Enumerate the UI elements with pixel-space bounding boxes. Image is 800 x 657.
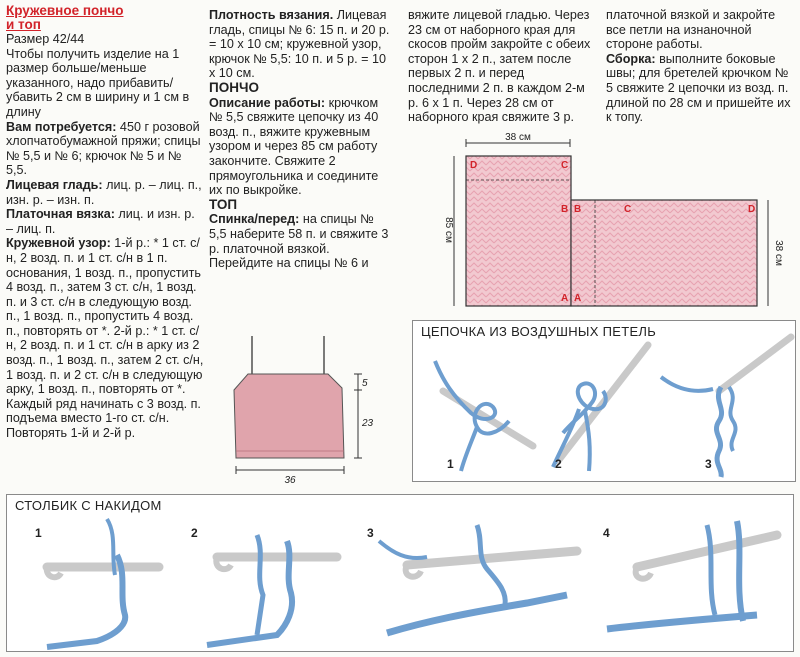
dc-step-4-number: 4 [603,526,610,540]
work-text: крючком № 5,5 свяжите цепочку из 40 возд. п., вяжите кружевным узором и через 85 см работу закончите. Свяжите 2 прямоугольника и соедините их по выкройке. [209,95,379,198]
intro-text: Чтобы получить изделие на 1 размер больше/меньше указанного, надо прибавить/убавить 2 см в ширину и 1 см в длину [6,46,190,119]
front-label: Спинка/перед: [209,212,300,227]
dc-step-1-number: 1 [35,526,42,540]
letter-d-top: D [470,160,478,171]
lace-block [6,236,204,440]
dc-step-4-illustration [603,521,777,629]
column-3 [408,8,594,125]
work-label: Описание работы: [209,95,326,110]
chain-step-1-illustration [435,361,533,471]
top-height-dim: 23 [362,418,374,429]
dc-step-3-number: 3 [367,526,374,540]
stockinette-label: Лицевая гладь: [6,177,103,192]
dc-step-2-number: 2 [191,526,198,540]
col3-text: вяжите лицевой гладью. Через 23 см от наборного края для скосов пройм закройте с обеих сторон 1 х 2 п., затем после первых 2 п. и перед последними 2 п. в каждом 2-м р. 6 х 1 п. Через 28 см от наборного края свяжите 3 р. [408,8,591,125]
column-2 [209,8,393,271]
chain-step-3-number: 3 [705,457,712,471]
front-text: на спицы № 5,5 наберите 58 п. и свяжите 3 р. платочной вязкой. Перейдите на спицы № 6 и [209,212,389,271]
assembly-label: Сборка: [606,51,656,66]
materials-label: Вам потребуется: [6,119,117,134]
letter-b-left: B [561,204,569,215]
garter-text: лиц. и изн. р. – лиц. п. [6,207,195,236]
materials-text: 450 г розовой хлопчатобумажной пряжи; спицы № 5,5 и № 6; крючок № 5 и № 5,5. [6,119,201,178]
stockinette-text: лиц. р. – лиц. п., изн. р. – изн. п. [6,177,202,207]
materials-block [6,120,204,178]
assembly-text: выполните боковые швы; для бретелей крючком № 5 свяжите 2 цепочки из возд. п. длиной по 28 см и пришейте их к топу. [606,51,791,125]
double-crochet-panel [6,494,794,652]
letter-d-right: D [748,204,756,215]
lace-text: 1-й р.: * 1 ст. с/н, 2 возд. п. и 1 ст. с/н в 1 п. основания, 1 возд. п., пропустить 4 возд. п., затем 3 ст. с/н, 1 возд. п. и 3 ст. с/н в следующую возд. п., 1 возд. п., пропустить 4 возд. п., повторять от *. 2-й р.: * 1 ст. с/н, 2 возд. п. и 1 ст. с/н в арку из 2 возд. п., 1 возд. п., затем 2 ст. с/н, 1 возд. п. и 2 ст. с/н в следующую арку, 1 возд. п., повторять от *. Каждый ряд начинать с 3 возд. п. подъема вместо 1-го ст. с/н. Повторять 1-й и 2-й р. [6,236,204,441]
chain-step-2-illustration [553,345,648,471]
lace-label: Кружевной узор: [6,236,111,251]
letter-b-right: B [574,204,582,215]
chain-step-2-number: 2 [555,457,562,471]
top-heading: ТОП [209,196,238,212]
chain-step-1-number: 1 [447,457,454,471]
letter-a-right: A [574,293,582,304]
chain-step-3-illustration [661,337,791,477]
poncho-rect-horizontal [571,200,757,306]
poncho-heading: ПОНЧО [209,79,259,95]
letter-c-top: C [561,160,569,171]
density-text: Лицевая гладь, спицы № 6: 15 п. и 20 р. = 10 х 10 см; кружевной узор, крючок № 5,5: 10 п. и 5 р. = 10 х 10 см. [209,8,390,81]
article-title [6,4,204,32]
size-line: Размер 42/44 [6,32,85,46]
top-strap-dim: 5 [362,378,368,389]
poncho-height: 85 см [443,217,454,243]
poncho-rect-vertical [466,156,571,306]
top-garment [234,374,344,458]
front-block [209,212,393,270]
dc-step-1-illustration [35,519,159,647]
letter-c-right: C [624,204,632,215]
dc-step-2-illustration [191,526,337,645]
garter-label: Платочная вязка: [6,207,115,222]
dc-step-3-illustration [367,525,577,633]
top-width-dim: 36 [284,475,296,486]
assembly-block [606,52,796,125]
poncho-schematic [430,130,784,315]
column-4 [606,8,796,125]
col4-text: платочной вязкой и закройте все петли на изнаночной стороне работы. [606,8,776,52]
title-line-1: Кружевное пончо [6,3,124,18]
stockinette-block [6,178,204,207]
density-label: Плотность вязания. [209,8,334,22]
chain-stitch-panel [412,320,796,482]
letter-a-left: A [561,293,569,304]
garter-block [6,207,204,236]
poncho-top-width: 38 см [505,132,531,143]
poncho-side-height: 38 см [773,240,784,266]
column-1 [6,4,204,441]
dc-panel-title: СТОЛБИК С НАКИДОМ [15,498,162,513]
work-block [209,96,393,198]
chain-panel-title: ЦЕПОЧКА ИЗ ВОЗДУШНЫХ ПЕТЕЛЬ [421,324,657,339]
title-line-2: и топ [6,17,41,32]
top-sketch [224,330,394,490]
density-block [209,8,393,81]
